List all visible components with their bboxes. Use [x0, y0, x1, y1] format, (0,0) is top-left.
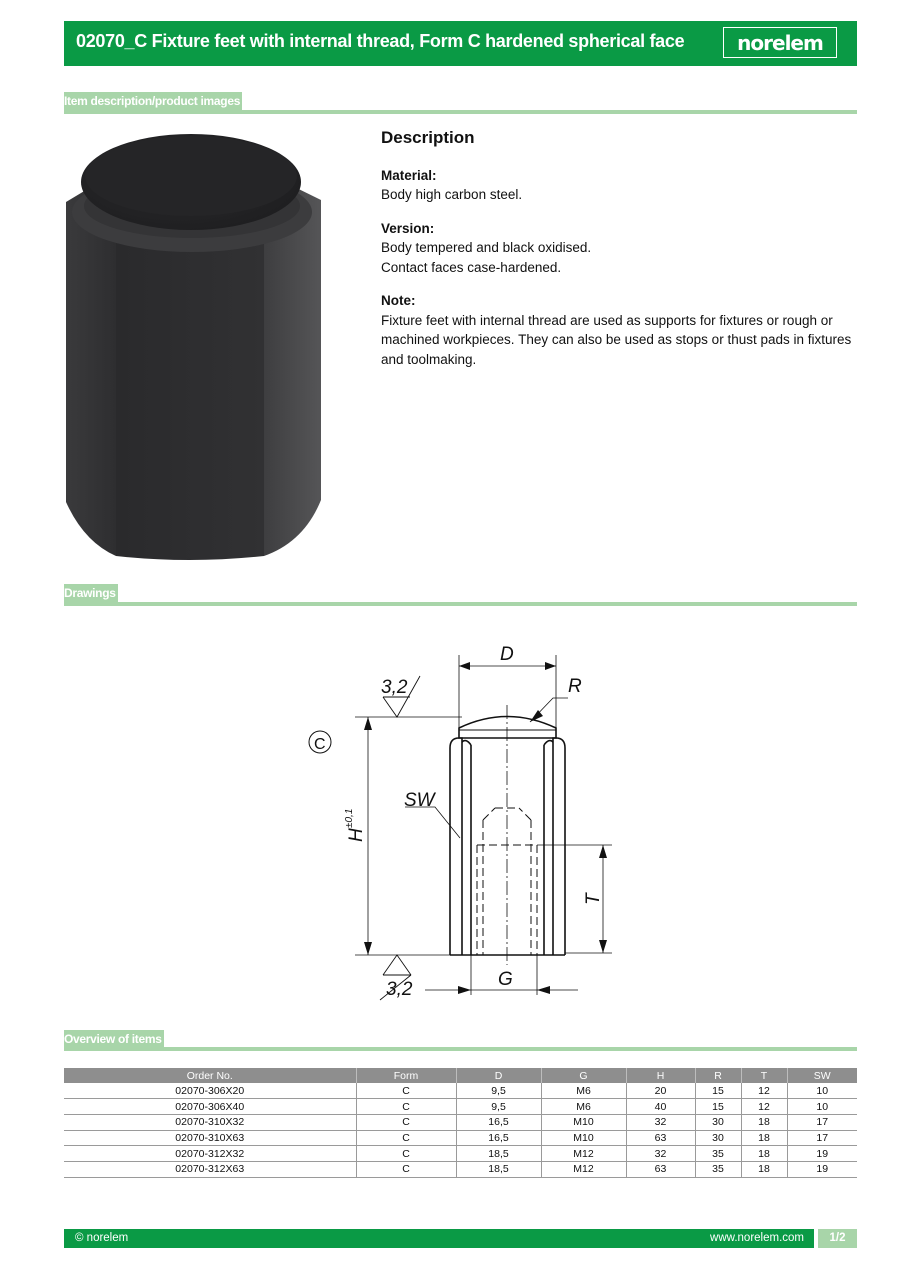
table-cell: 19 [787, 1161, 857, 1177]
brand-logo-text: norelem [737, 30, 823, 55]
table-cell: M10 [541, 1114, 626, 1130]
table-cell: 18 [741, 1161, 787, 1177]
table-row [64, 1099, 857, 1115]
footer-bar [64, 1229, 814, 1248]
table-cell: 02070-310X63 [64, 1130, 356, 1146]
section-label-drawings: Drawings [64, 586, 116, 600]
dim-sw-label: SW [404, 790, 435, 811]
table-cell: 40 [626, 1099, 695, 1115]
column-header: SW [787, 1068, 857, 1083]
section-label-item-description: Item description/product images [64, 94, 241, 108]
table-cell: 12 [741, 1099, 787, 1115]
page-number: 1/2 [818, 1229, 857, 1248]
table-cell: 30 [695, 1130, 741, 1146]
table-cell: 02070-306X40 [64, 1099, 356, 1115]
section-label-overview: Overview of items [64, 1032, 162, 1046]
section-divider [64, 1047, 857, 1051]
column-header: Order No. [64, 1068, 356, 1083]
page-footer [64, 1229, 857, 1248]
table-cell: 9,5 [456, 1083, 541, 1099]
section-divider [64, 110, 857, 114]
table-cell: M12 [541, 1146, 626, 1162]
roughness-bottom-label: 3,2 [386, 979, 413, 1000]
table-cell: 35 [695, 1146, 741, 1162]
dim-t-label: T [583, 893, 604, 905]
roughness-top-label: 3,2 [381, 677, 408, 698]
version-label: Version: [381, 220, 435, 236]
dim-h-label: H [346, 828, 367, 842]
note-block [381, 291, 857, 369]
column-header: T [741, 1068, 787, 1083]
note-text: Fixture feet with internal thread are used as supports for fixtures or rough or machined workpieces. They can also be used as stops or thust pads in fixtures and toolmaking. [381, 312, 852, 367]
table-cell: 32 [626, 1114, 695, 1130]
page-title: 02070_C Fixture feet with internal thread, Form C hardened spherical face [76, 31, 685, 51]
table-cell: M6 [541, 1099, 626, 1115]
table-cell: 02070-306X20 [64, 1083, 356, 1099]
version-text-1: Body tempered and black oxidised. [381, 240, 592, 255]
table-cell: C [356, 1083, 456, 1099]
section-divider [64, 602, 857, 606]
column-header: H [626, 1068, 695, 1083]
table-cell: 02070-310X32 [64, 1114, 356, 1130]
items-table [64, 1068, 857, 1178]
website-link[interactable]: www.norelem.com [710, 1232, 804, 1244]
page-header [64, 21, 857, 66]
description-panel [381, 128, 857, 383]
column-header: R [695, 1068, 741, 1083]
table-cell: M12 [541, 1161, 626, 1177]
copyright-text: © norelem [75, 1232, 129, 1244]
column-header: Form [356, 1068, 456, 1083]
material-label: Material: [381, 167, 437, 183]
product-image [64, 132, 324, 562]
dim-r-label: R [568, 676, 582, 697]
table-cell: 17 [787, 1130, 857, 1146]
table-cell: 02070-312X32 [64, 1146, 356, 1162]
table-cell: M6 [541, 1083, 626, 1099]
table-row [64, 1114, 857, 1130]
table-cell: 20 [626, 1083, 695, 1099]
table-cell: 02070-312X63 [64, 1161, 356, 1177]
technical-drawing [300, 630, 630, 1010]
description-heading: Description [381, 128, 475, 147]
table-cell: 18 [741, 1146, 787, 1162]
table-cell: C [356, 1099, 456, 1115]
dim-d-label: D [500, 644, 514, 665]
table-cell: M10 [541, 1130, 626, 1146]
table-cell: 12 [741, 1083, 787, 1099]
table-row [64, 1130, 857, 1146]
table-cell: 15 [695, 1099, 741, 1115]
form-marker-label: C [314, 736, 326, 753]
table-cell: 16,5 [456, 1130, 541, 1146]
table-cell: 9,5 [456, 1099, 541, 1115]
table-cell: 35 [695, 1161, 741, 1177]
dim-h-tolerance: ±0,1 [344, 808, 355, 828]
table-cell: C [356, 1130, 456, 1146]
table-cell: 19 [787, 1146, 857, 1162]
column-header: D [456, 1068, 541, 1083]
table-cell: C [356, 1114, 456, 1130]
dim-g-label: G [498, 969, 513, 990]
material-block [381, 166, 857, 205]
table-cell: 15 [695, 1083, 741, 1099]
table-cell: 63 [626, 1130, 695, 1146]
table-row [64, 1161, 857, 1177]
material-text: Body high carbon steel. [381, 187, 523, 202]
column-header: G [541, 1068, 626, 1083]
table-cell: 18,5 [456, 1161, 541, 1177]
note-label: Note: [381, 293, 416, 308]
table-cell: 18,5 [456, 1146, 541, 1162]
table-cell: 63 [626, 1161, 695, 1177]
table-cell: 17 [787, 1114, 857, 1130]
version-block [381, 219, 857, 278]
table-cell: 18 [741, 1114, 787, 1130]
table-cell: C [356, 1146, 456, 1162]
table-cell: 32 [626, 1146, 695, 1162]
table-cell: 30 [695, 1114, 741, 1130]
table-row [64, 1083, 857, 1099]
table-cell: 10 [787, 1099, 857, 1115]
table-cell: 10 [787, 1083, 857, 1099]
version-text-2: Contact faces case-hardened. [381, 259, 562, 275]
table-header-row [64, 1068, 857, 1083]
brand-logo [723, 27, 837, 58]
table-row [64, 1146, 857, 1162]
table-cell: 18 [741, 1130, 787, 1146]
table-cell: C [356, 1161, 456, 1177]
table-cell: 16,5 [456, 1114, 541, 1130]
